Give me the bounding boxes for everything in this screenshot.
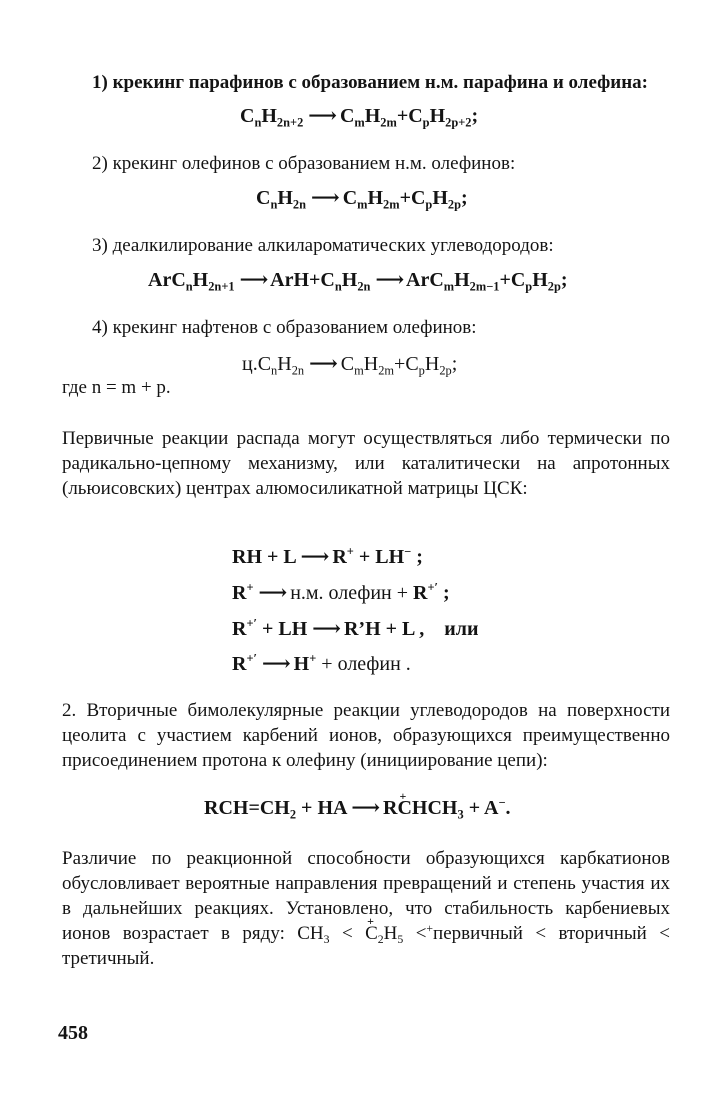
list-item-3: 3) деалкилирование алкилароматических углеводородов:: [92, 235, 554, 256]
page-number: 458: [58, 1022, 88, 1044]
where-clause: где n = m + p.: [62, 377, 171, 398]
mechanism-3: R+′ + LH ⟶ R’H + L , или: [232, 616, 479, 640]
paragraph-primary-reactions: Первичные реакции распада могут осуществляться либо термически по радикально-цепному механизму, или каталитически на апротонных (льюисовских) центрах алюмосиликатной матрицы ЦСК:: [62, 428, 670, 499]
formula-4: $ц.C_nH_{2n}$ ⟶ $C_mH_{2m}+C_pH_{2p}$;: [242, 353, 458, 378]
formula-2: $C_nH_{2n}$ ⟶ $C_mH_{2m}+C_pH_{2p}$;: [256, 187, 468, 212]
mechanism-4-text: + олефин .: [321, 653, 411, 675]
mechanism-or: или: [444, 618, 479, 640]
mechanism-4: R+′ ⟶ H+ + олефин .: [232, 651, 411, 675]
list-item-2: 2) крекинг олефинов с образованием н.м. олефинов:: [92, 153, 516, 174]
list-item-1: 1) крекинг парафинов с образованием н.м. парафина и олефина:: [92, 72, 649, 93]
paragraph-stability: Различие по реакционной способности образующихся карбкатионов обусловливает вероятные направления превращений и степень участия их в дальнейших реакциях. Установлено, что стабильность карбениевых ионов возрастает в ряду: $CH_3$ < + $C_2H_5$ <+первичный < вторичный < третичный.: [62, 846, 670, 971]
list-item-4: 4) крекинг нафтенов с образованием олефинов:: [92, 317, 477, 338]
formula-5: $RCH=CH_2$ + HA ⟶ $R+ CHCH_3 + A^-$.: [204, 796, 511, 820]
paragraph-secondary-reactions: 2. Вторичные бимолекулярные реакции углеводородов на поверхности цеолита с участием карбений ионов, образующихся преимущественно присоединением протона к олефину (инициирование цепи):: [62, 700, 670, 771]
formula-3: $ArC_nH_{2n+1}$ ⟶ $ArH+C_nH_{2n}$ ⟶ $ArC_mH_{2m-1}+C_pH_{2p}$;: [148, 269, 568, 294]
mechanism-2: R+ ⟶ н.м. олефин + R+′ ;: [232, 580, 450, 604]
mechanism-1: RH + L ⟶ R+ + LH− ;: [232, 544, 423, 568]
mechanism-2-text: н.м. олефин +: [290, 582, 409, 604]
formula-1: $C_nH_{2n+2}$ ⟶ $C_mH_{2m}+C_pH_{2p+2}$;: [240, 105, 479, 130]
